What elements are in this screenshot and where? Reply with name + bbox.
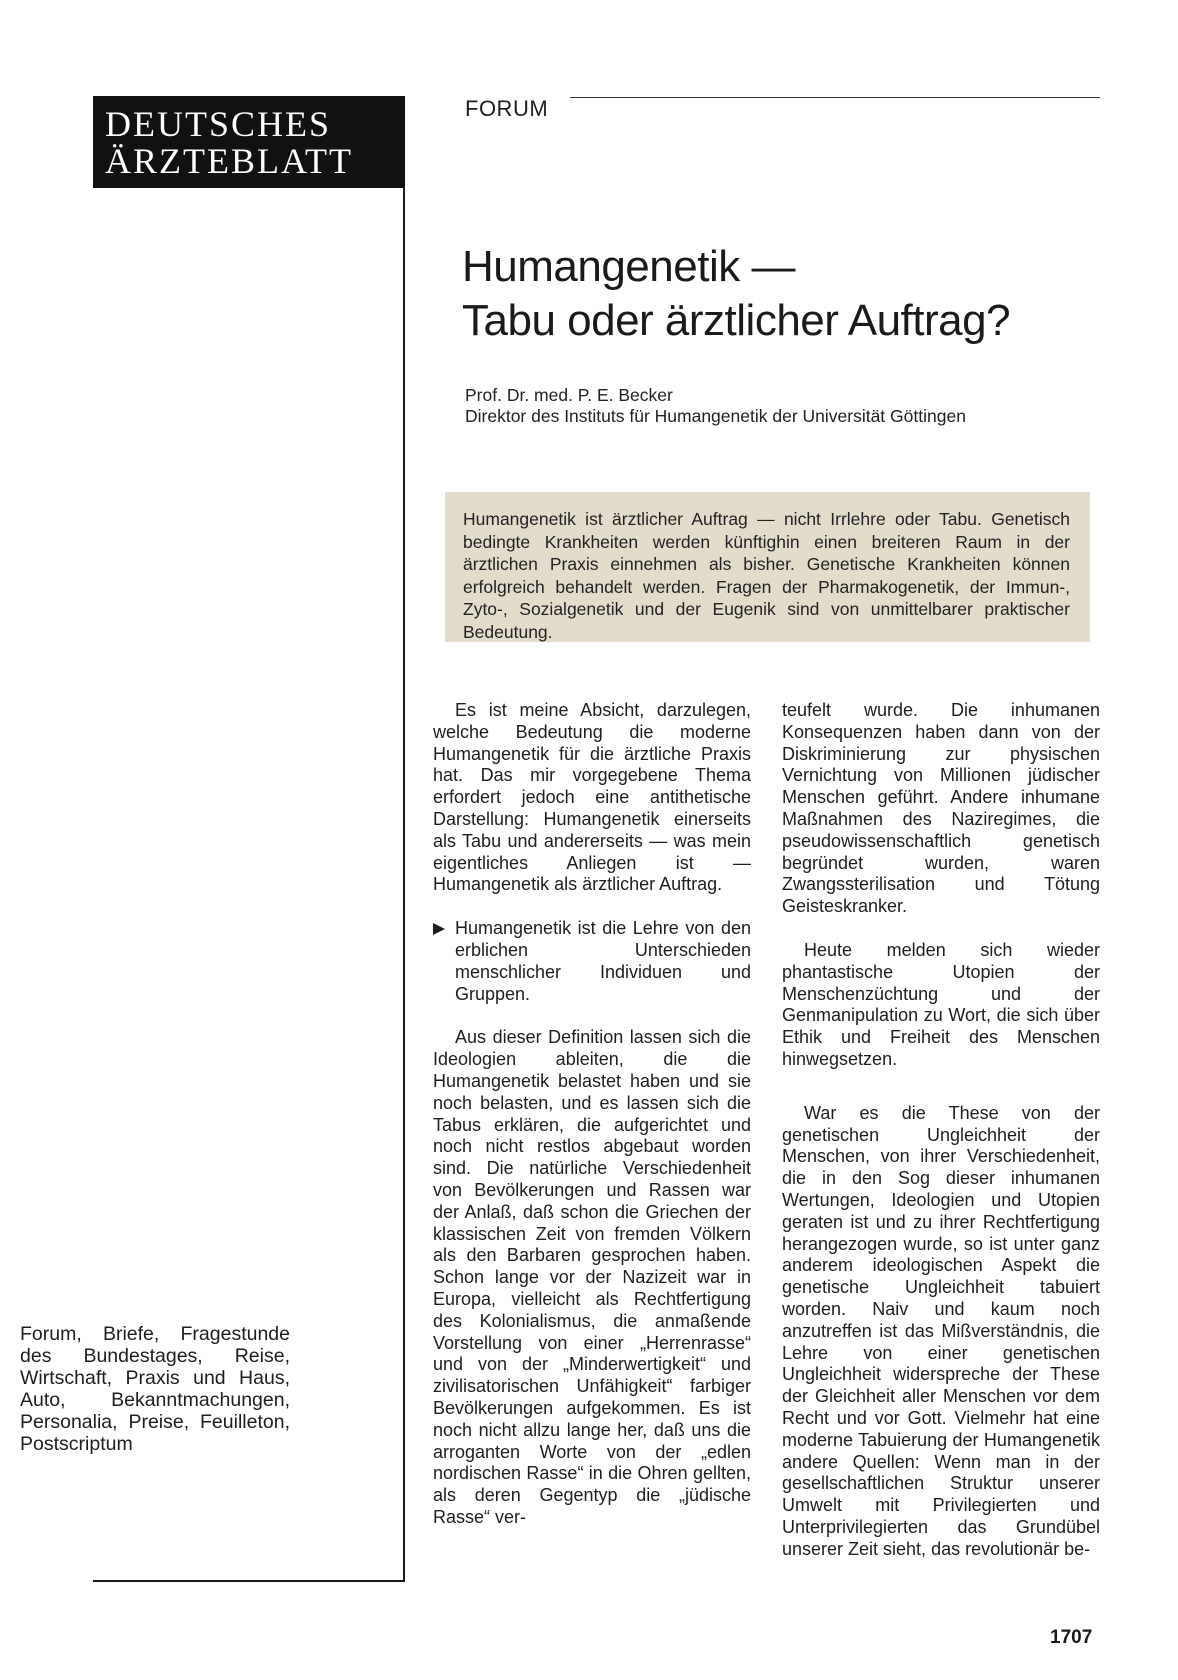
paragraph: Heute melden sich wieder phantastische Utopien der Menschenzüchtung und der Genmanipulation zu Wort, die sich über Ethik und Freiheit des Menschen hinwegsetzen. [782,939,1100,1069]
author-name: Prof. Dr. med. P. E. Becker [465,385,673,405]
section-divider [570,97,1100,98]
body-column-left [433,700,751,1551]
paragraph: Es ist meine Absicht, darzulegen, welche Bedeutung die moderne Humangenetik für die ärztliche Praxis hat. Das mir vorgegebene Thema erfordert jedoch eine antithetische Darstellung: Humangenetik einerseits als Tabu und andererseits — was mein eigentliches Anliegen ist — Humangenetik als ärztlicher Auftrag. [433,700,751,895]
definition-bullet [433,918,751,1005]
author-block [465,385,966,427]
paragraph: Aus dieser Definition lassen sich die Ideologien ableiten, die die Humangenetik belastet haben und sie noch belasten, und es lassen sich die Tabus erklären, die aufgerichtet und noch nicht restlos abgebaut worden sind. Die natürliche Verschiedenheit von Bevölkerungen und Rassen war der Anlaß, daß schon die Griechen der klassischen Zeit von fremden Völkern als den Barbaren gesprochen haben. Schon lange vor der Nazizeit war in Europa, vielleicht als Rechtfertigung des Kolonialismus, die anmaßende Vorstellung von einer „Herrenrasse“ und von der „Minderwertigkeit“ und zivilisatorischen Unfähigkeit“ farbiger Bevölkerungen aufgekommen. Es ist noch nicht allzu lange her, daß uns die arroganten Worte von der „edlen nordischen Rasse“ in die Ohren gellten, als deren Gegentyp die „jüdische Rasse“ ver- [433,1027,751,1527]
section-label: FORUM [465,96,549,121]
spacer [782,1093,1100,1103]
body-column-right [782,700,1100,1582]
author-affiliation: Direktor des Instituts für Humangenetik der Universität Göttingen [465,406,966,426]
paragraph: teufelt wurde. Die inhumanen Konsequenzen haben dann von der Diskriminierung zur physischen Vernichtung von Millionen jüdischer Menschen geführt. Andere inhumane Maßnahmen des Naziregimes, die pseudowissenschaftlich genetisch begründet wurden, waren Zwangssterilisation und Tötung Geisteskranker. [782,700,1100,917]
masthead-logo [93,96,405,188]
sidebar-table-of-contents: Forum, Briefe, Fragestunde des Bundestages, Reise, Wirtschaft, Praxis und Haus, Auto, Bekanntmachungen, Personalia, Preise, Feuilleton, Postscriptum [20,1323,290,1455]
abstract-box [445,492,1090,642]
abstract-text: Humangenetik ist ärztlicher Auftrag — nicht Irrlehre oder Tabu. Genetisch bedingte Krankheiten werden künftighin einen breiteren Raum in der ärztlichen Praxis einnehmen als bisher. Genetische Krankheiten können erfolgreich behandelt werden. Fragen der Pharmakogenetik, der Immun-, Zyto-, Sozialgenetik und der Eugenik sind von unmittelbarer praktischer Bedeutung. [463,509,1070,642]
triangle-bullet-icon [433,923,445,935]
page-number: 1707 [1050,1627,1093,1648]
title-line-2: Tabu oder ärztlicher Auftrag? [462,296,1011,345]
paragraph: War es die These von der genetischen Ungleichheit der Menschen, von ihrer Verschiedenheit, die in den Sog dieser inhumanen Wertungen, Ideologien und Utopien geraten ist und zu ihrer Rechtfertigung herangezogen wurde, so ist unter ganz anderem ideologischen Aspekt die genetische Ungleichheit tabuiert worden. Naiv und kaum noch anzutreffen ist das Mißverständnis, die Lehre von einer genetischen Ungleichheit widerspreche der These der Gleichheit aller Menschen vor dem Recht und vor Gott. Vielmehr hat eine moderne Tabuierung der Humangenetik andere Quellen: Wenn man in der gesellschaftlichen Struktur unserer Umwelt mit Privilegierten und Unterprivilegierten das Grundübel unserer Zeit sieht, das revolutionär be- [782,1102,1100,1559]
masthead-line-2: ÄRZTEBLATT [105,141,353,181]
definition-text: Humangenetik ist die Lehre von den erblichen Unterschieden menschlicher Individuen und Gruppen. [455,918,751,1004]
title-line-1: Humangenetik — [462,242,795,291]
article-title [462,240,1010,348]
masthead-line-1: DEUTSCHES [105,104,332,144]
